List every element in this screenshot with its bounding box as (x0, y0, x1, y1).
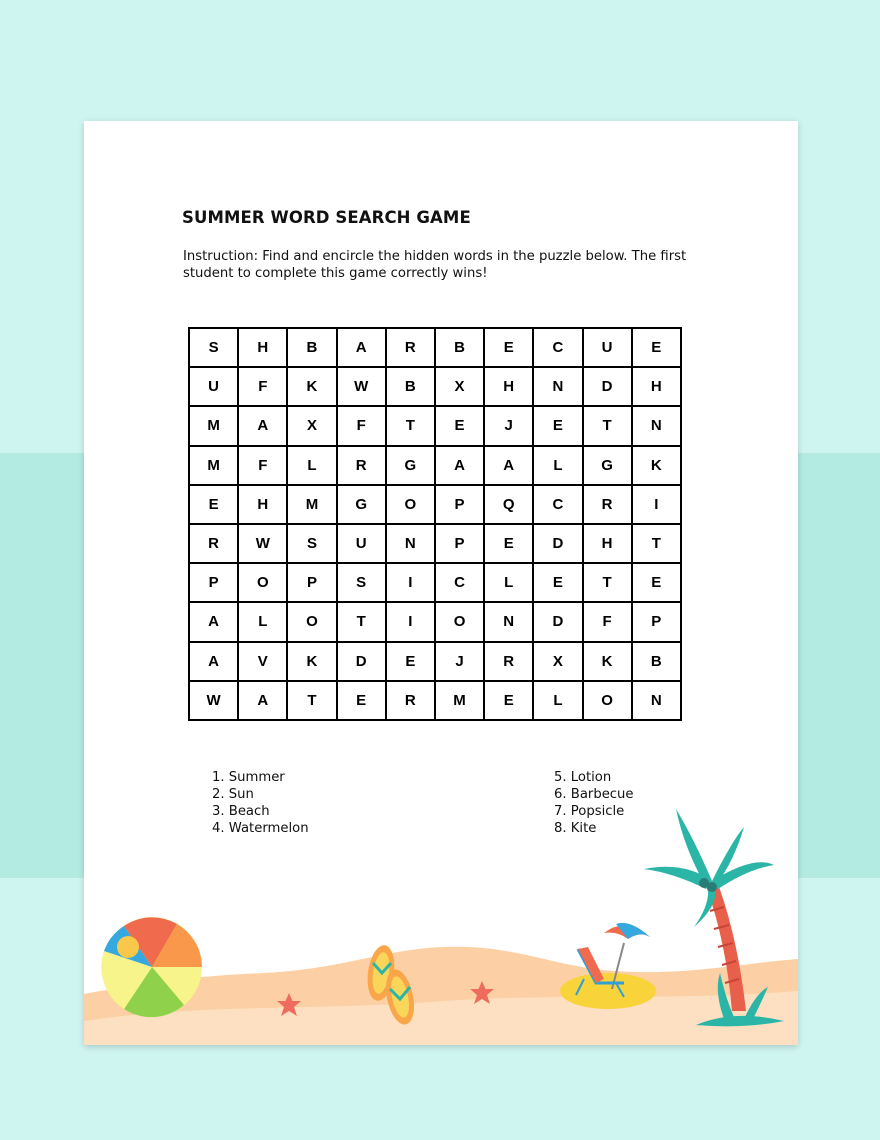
worksheet-page (84, 121, 798, 1045)
grid-cell[interactable]: P (633, 603, 682, 642)
beach-ball-icon (101, 917, 202, 1017)
grid-cell[interactable]: N (387, 525, 436, 564)
grid-cell[interactable]: L (239, 603, 288, 642)
instruction-text: Instruction: Find and encircle the hidden words in the puzzle below. The first student to complete this game correctly wins! (183, 249, 687, 281)
grid-cell[interactable]: T (633, 525, 682, 564)
grid-cell[interactable]: E (190, 486, 239, 525)
grid-cell[interactable]: M (190, 407, 239, 446)
grid-cell[interactable]: C (534, 329, 583, 368)
word-list-item: 4. Watermelon (212, 821, 309, 836)
grid-cell[interactable]: E (633, 329, 682, 368)
grid-cell[interactable]: A (239, 682, 288, 721)
grid-cell[interactable]: I (387, 603, 436, 642)
grid-cell[interactable]: R (190, 525, 239, 564)
word-list-item: 7. Popsicle (554, 804, 625, 819)
grid-cell[interactable]: L (534, 447, 583, 486)
grid-cell[interactable]: R (338, 447, 387, 486)
grid-cell[interactable]: D (338, 643, 387, 682)
word-list-item: 5. Lotion (554, 770, 612, 785)
grid-cell[interactable]: R (387, 682, 436, 721)
grid-cell[interactable]: O (387, 486, 436, 525)
grid-cell[interactable]: E (534, 407, 583, 446)
grid-cell[interactable]: A (190, 643, 239, 682)
grid-cell[interactable]: X (436, 368, 485, 407)
grid-cell[interactable]: R (584, 486, 633, 525)
grid-cell[interactable]: I (633, 486, 682, 525)
grid-cell[interactable]: M (436, 682, 485, 721)
grid-cell[interactable]: U (190, 368, 239, 407)
grid-cell[interactable]: G (584, 447, 633, 486)
grid-cell[interactable]: A (485, 447, 534, 486)
grid-cell[interactable]: O (584, 682, 633, 721)
grid-cell[interactable]: A (338, 329, 387, 368)
grid-cell[interactable]: I (387, 564, 436, 603)
grid-cell[interactable]: D (534, 603, 583, 642)
grid-cell[interactable]: F (338, 407, 387, 446)
grid-cell[interactable]: W (190, 682, 239, 721)
grid-cell[interactable]: B (436, 329, 485, 368)
grid-cell[interactable]: N (633, 682, 682, 721)
grid-cell[interactable]: E (436, 407, 485, 446)
grid-cell[interactable]: P (436, 486, 485, 525)
grid-cell[interactable]: W (239, 525, 288, 564)
grid-cell[interactable]: D (584, 368, 633, 407)
beach-scene (84, 121, 798, 1045)
grid-cell[interactable]: P (288, 564, 337, 603)
grid-cell[interactable]: E (633, 564, 682, 603)
grid-cell[interactable]: H (584, 525, 633, 564)
word-list-item: 3. Beach (212, 804, 270, 819)
grid-cell[interactable]: N (633, 407, 682, 446)
grid-cell[interactable]: A (239, 407, 288, 446)
grid-cell[interactable]: E (534, 564, 583, 603)
word-list-item: 6. Barbecue (554, 787, 634, 802)
grid-cell[interactable]: K (288, 368, 337, 407)
grid-cell[interactable]: C (436, 564, 485, 603)
grid-cell[interactable]: K (584, 643, 633, 682)
word-list-item: 8. Kite (554, 821, 597, 836)
grid-cell[interactable]: L (288, 447, 337, 486)
grid-cell[interactable]: E (485, 329, 534, 368)
grid-cell[interactable]: O (436, 603, 485, 642)
grid-cell[interactable]: A (190, 603, 239, 642)
grid-cell[interactable]: K (288, 643, 337, 682)
grid-cell[interactable]: X (534, 643, 583, 682)
grid-cell[interactable]: R (485, 643, 534, 682)
grid-cell[interactable]: G (338, 486, 387, 525)
grid-cell[interactable]: H (239, 486, 288, 525)
word-list-item: 1. Summer (212, 770, 285, 785)
grid-cell[interactable]: M (288, 486, 337, 525)
grid-cell[interactable]: V (239, 643, 288, 682)
grid-cell[interactable]: N (534, 368, 583, 407)
grid-cell[interactable]: H (485, 368, 534, 407)
grid-cell[interactable]: J (485, 407, 534, 446)
grid-cell[interactable]: W (338, 368, 387, 407)
grid-cell[interactable]: C (534, 486, 583, 525)
grid-cell[interactable]: M (190, 447, 239, 486)
grid-cell[interactable]: B (288, 329, 337, 368)
grid-cell[interactable]: T (387, 407, 436, 446)
grid-cell[interactable]: U (338, 525, 387, 564)
grid-cell[interactable]: F (239, 368, 288, 407)
grid-cell[interactable]: P (190, 564, 239, 603)
grid-cell[interactable]: A (436, 447, 485, 486)
grid-cell[interactable]: T (584, 407, 633, 446)
grid-cell[interactable]: E (485, 682, 534, 721)
grid-cell[interactable]: S (190, 329, 239, 368)
grid-cell[interactable]: B (633, 643, 682, 682)
grid-cell[interactable]: O (239, 564, 288, 603)
grid-cell[interactable]: X (288, 407, 337, 446)
grid-cell[interactable]: T (338, 603, 387, 642)
grid-cell[interactable]: H (633, 368, 682, 407)
page-title: SUMMER WORD SEARCH GAME (182, 208, 471, 227)
grid-cell[interactable]: P (436, 525, 485, 564)
grid-cell[interactable]: T (584, 564, 633, 603)
grid-cell[interactable]: J (436, 643, 485, 682)
grid-cell[interactable]: E (485, 525, 534, 564)
grid-cell[interactable]: H (239, 329, 288, 368)
grid-cell[interactable]: L (485, 564, 534, 603)
grid-cell[interactable]: G (387, 447, 436, 486)
grid-cell[interactable]: E (338, 682, 387, 721)
grid-cell[interactable]: S (288, 525, 337, 564)
grid-cell[interactable]: R (387, 329, 436, 368)
grid-cell[interactable]: Q (485, 486, 534, 525)
grid-cell[interactable]: T (288, 682, 337, 721)
grid-cell[interactable]: B (387, 368, 436, 407)
grid-cell[interactable]: O (288, 603, 337, 642)
grid-cell[interactable]: F (239, 447, 288, 486)
grid-cell[interactable]: N (485, 603, 534, 642)
grid-cell[interactable]: U (584, 329, 633, 368)
grid-cell[interactable]: L (534, 682, 583, 721)
grid-cell[interactable]: E (387, 643, 436, 682)
word-list-item: 2. Sun (212, 787, 254, 802)
grid-cell[interactable]: K (633, 447, 682, 486)
grid-cell[interactable]: D (534, 525, 583, 564)
grid-cell[interactable]: S (338, 564, 387, 603)
grid-cell[interactable]: F (584, 603, 633, 642)
